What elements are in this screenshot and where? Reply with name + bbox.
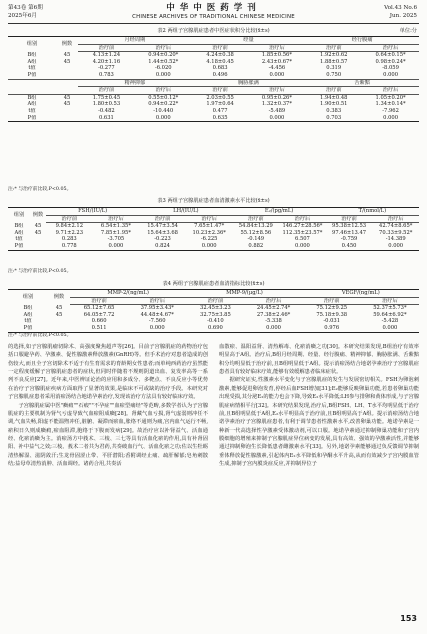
table4-head-group: 组别 bbox=[8, 290, 48, 305]
table-cell: 0.000 bbox=[362, 72, 419, 79]
table-cell: P值 bbox=[8, 72, 56, 79]
table-cell: 1.75±0.45 bbox=[92, 94, 121, 101]
table4-sub-after: 治疗后 bbox=[128, 297, 186, 305]
table3-sub-after: 治疗后 bbox=[93, 215, 140, 223]
table2-sub-after: 治疗后 bbox=[362, 87, 419, 95]
table-cell: 2.03±0.55 bbox=[206, 94, 234, 101]
table3-col-e2: E₂/(pg/mL) bbox=[233, 208, 326, 216]
table-cell: B组 bbox=[27, 51, 37, 58]
table2-col-distension: 胸胁胀满 bbox=[192, 79, 306, 87]
table3-sub-before: 治疗前 bbox=[326, 215, 373, 223]
header-volume-issue-en bbox=[384, 4, 417, 20]
table-cell: -0.031 bbox=[323, 318, 340, 325]
table2 bbox=[8, 36, 419, 122]
table-cell: 1.32±0.37* bbox=[261, 101, 292, 108]
table4-col-mmp9: MMP-9/(μg/L) bbox=[186, 290, 302, 298]
table-cell: 0.98±0.24* bbox=[375, 58, 406, 65]
table-cell: 0.690 bbox=[186, 325, 244, 332]
table2-caption: 表2 两组子宫腺肌症患者中医症状积分比较(x̄±s) bbox=[157, 28, 270, 34]
table-cell: -6.020 bbox=[154, 65, 172, 72]
table-cell: -6.225 bbox=[200, 236, 218, 243]
table-cell: 0.511 bbox=[70, 325, 128, 332]
table-cell: -3.705 bbox=[107, 236, 125, 243]
table-cell: 97.46±13.47 bbox=[332, 229, 367, 236]
table-cell: -5.489 bbox=[268, 107, 286, 114]
table-cell: -7.962 bbox=[382, 107, 399, 114]
table4-sub-after: 治疗后 bbox=[244, 297, 302, 305]
table2-col-cycle: 月经周期 bbox=[78, 37, 192, 45]
table-cell: 1.44±0.52* bbox=[148, 58, 179, 65]
table3-sub-after: 治疗后 bbox=[279, 215, 326, 223]
table-cell: 55.12±8.56 bbox=[240, 229, 272, 236]
table2-head-n: 例数 bbox=[56, 37, 78, 52]
table3-sub-after: 治疗后 bbox=[372, 215, 419, 223]
table-cell: 0.750 bbox=[305, 72, 362, 79]
table-cell: A组 bbox=[14, 229, 24, 236]
table-cell: 27.38±2.46* bbox=[256, 311, 291, 318]
table-cell: 45 bbox=[34, 229, 42, 236]
table-cell bbox=[56, 115, 78, 122]
table-cell: 6.54±1.35* bbox=[100, 223, 131, 230]
table-cell: 0.976 bbox=[303, 325, 361, 332]
table-cell: 0.000 bbox=[244, 325, 302, 332]
table-cell: 1.88±0.57 bbox=[320, 58, 348, 65]
body-paragraph: 的选择,如子宫腺肌瘤切除术、高强度聚焦超声等[26]。目前子宫腺肌症的药物治疗包括口服避孕药、孕激素、促性腺激素释放激素(GnRH)等。但手术治疗对患者造成的创伤较大,而且全子宫切除术不适于有生育需求的育龄期女性患者;而单纯西药治疗虽然能一定程度缓解子宫腺肌症患者的症状,但同时伴随着不规则阴道出血、复发率高等一系列不良反应[27]。近年来,中医辨证论治的应用和多成分、多靶点、不良反应小等优势在治疗子宫腺肌症疾病方面取得了显著的效果,是临床不可或缺的治疗手段。本研究对子宫腺肌症患者采用消瘀汤结合地诺孕素治疗,发现该治疗方法具有较好临床疗效。 bbox=[8, 344, 208, 401]
table2-head-group: 组别 bbox=[8, 37, 56, 52]
table2-col-tongue: 舌紫黯 bbox=[305, 79, 419, 87]
table-cell: -5.428 bbox=[381, 318, 399, 325]
table4-caption: 表4 两组子宫腺肌症患者血清指标比较(x̄±s) bbox=[162, 281, 265, 287]
header-volume-en: Vol.43 No.6 bbox=[384, 5, 417, 11]
table-cell: -4.456 bbox=[268, 65, 286, 72]
body-paragraph: 血散瘀、温阳益肾、清热解毒、化瘀消癥之功[30]。本研究结果发现,B组治疗有效率明显高于A组。治疗后,B组月经周期、经量、经行腹痛、精神抑郁、胸胁胀满、舌紫黯积分均明显低于治疗前,且B组明显低于A组。提示消瘀汤结合地诺孕素治疗子宫腺肌症患者具有较好临床疗效,能够有效缓解患者临床症状。 bbox=[219, 344, 419, 376]
table2-sub-before: 治疗前 bbox=[192, 87, 249, 95]
table-cell: -0.277 bbox=[98, 65, 115, 72]
table-cell: 4.13±1.24 bbox=[92, 52, 121, 59]
table-cell: 45 bbox=[63, 58, 71, 65]
body-left-column bbox=[8, 343, 208, 468]
table-cell: 1.90±0.51 bbox=[320, 101, 348, 108]
table-cell bbox=[48, 325, 70, 332]
table3-col-t: T/(nmol/L) bbox=[326, 208, 419, 216]
table3-note: 注:* 与治疗前比较,P<0.05。 bbox=[8, 269, 72, 274]
table-cell: 0.000 bbox=[93, 243, 140, 250]
table-cell: 65.12±7.65 bbox=[83, 305, 115, 312]
table-cell: 0.000 bbox=[135, 115, 192, 122]
table2-sub-after: 治疗后 bbox=[248, 44, 305, 52]
table2-sub-before: 治疗前 bbox=[78, 44, 135, 52]
table-cell: 0.94±0.22* bbox=[148, 101, 179, 108]
table-cell: 1.97±0.64 bbox=[206, 101, 234, 108]
table2-note: 注:* 与治疗前比较,P<0.05。 bbox=[8, 187, 72, 192]
table-cell: 0.000 bbox=[248, 115, 305, 122]
table-row bbox=[8, 243, 419, 250]
table4-col-vegf: VEGF/(ng/mL) bbox=[303, 290, 419, 298]
table-cell: 4.18±0.45 bbox=[206, 58, 234, 65]
table-cell bbox=[30, 243, 46, 250]
table-cell: 37.95±3.43* bbox=[140, 305, 174, 312]
table-row bbox=[8, 305, 419, 312]
table-cell: 45 bbox=[63, 94, 71, 101]
table2-sub-after: 治疗后 bbox=[135, 44, 192, 52]
table2-col-volume: 经量 bbox=[192, 37, 306, 45]
table4-sub-before: 治疗前 bbox=[186, 297, 244, 305]
table-cell: -7.560 bbox=[148, 318, 166, 325]
table-cell: -0.410 bbox=[207, 318, 224, 325]
table2-sub-before: 治疗前 bbox=[78, 87, 135, 95]
table-cell: -0.759 bbox=[340, 236, 358, 243]
table-cell: 0.000 bbox=[362, 115, 419, 122]
table-cell: 0.631 bbox=[78, 115, 135, 122]
header-rule bbox=[8, 23, 419, 24]
table-cell: 70.33±9.52* bbox=[379, 229, 413, 236]
table3-caption: 表3 两组子宫腺肌症患者血清激素水平比较(x̄±s) bbox=[157, 198, 270, 204]
table-cell: B组 bbox=[27, 94, 37, 101]
table-cell: 0.319 bbox=[326, 65, 342, 72]
table-row bbox=[8, 52, 419, 59]
table3-col-fsh: FSH/(IU/L) bbox=[46, 208, 139, 216]
table3-sub-before: 治疗前 bbox=[139, 215, 186, 223]
table-cell: 9.84±2.12 bbox=[55, 223, 84, 230]
table-cell: 1.05±0.20* bbox=[375, 94, 406, 101]
table2-sub-after: 治疗后 bbox=[362, 44, 419, 52]
table-cell: 0.000 bbox=[135, 72, 192, 79]
table-cell: 6.507 bbox=[295, 236, 310, 243]
table-cell: -8.059 bbox=[382, 65, 399, 72]
table-cell: 0.94±0.20* bbox=[148, 52, 179, 59]
header-date: 2025年6月 bbox=[8, 13, 37, 19]
table-cell: P值 bbox=[8, 325, 48, 332]
table-cell: 7.85±1.95* bbox=[100, 229, 131, 236]
table-cell: 45 bbox=[63, 51, 71, 58]
table-cell: 64.05±7.72 bbox=[83, 311, 115, 318]
table-cell: 0.450 bbox=[326, 243, 373, 250]
table-cell: 0.660 bbox=[91, 318, 107, 325]
table3-col-lh: LH/(IU/L) bbox=[139, 208, 232, 216]
table2-col-pain: 经行腹痛 bbox=[305, 37, 419, 45]
table-row bbox=[8, 318, 419, 325]
table-cell: t值 bbox=[28, 107, 36, 114]
table-cell: 0.000 bbox=[186, 243, 233, 250]
table-cell: 1.34±0.14* bbox=[375, 101, 406, 108]
journal-title-cn: 中华中医药学刊 bbox=[166, 3, 261, 13]
table-cell: 1.94±0.48 bbox=[320, 94, 348, 101]
header-volume: 第43卷 第6期 bbox=[8, 5, 43, 11]
table-cell: 0.882 bbox=[233, 243, 280, 250]
table2-sub-after: 治疗后 bbox=[135, 87, 192, 95]
page-number: 153 bbox=[400, 614, 417, 623]
table-cell: 42.74±8.65* bbox=[379, 223, 413, 230]
table-row bbox=[8, 325, 419, 332]
table2-sub-after: 治疗后 bbox=[248, 87, 305, 95]
table-cell: 4.24±0.38 bbox=[206, 52, 234, 59]
table-cell: -0.482 bbox=[98, 107, 115, 114]
table-cell: 45 bbox=[55, 311, 63, 318]
table-cell: B组 bbox=[23, 304, 33, 311]
table-cell: 54.84±13.29 bbox=[238, 223, 273, 230]
table-cell: 0.000 bbox=[279, 243, 326, 250]
table-cell: -5.338 bbox=[265, 318, 282, 325]
table-cell: 45 bbox=[63, 101, 71, 108]
table-cell: 0.683 bbox=[212, 65, 228, 72]
table3-head-n: 例数 bbox=[30, 208, 46, 223]
table-cell: 146.27±28.56* bbox=[282, 223, 323, 230]
journal-title bbox=[0, 3, 427, 21]
body-right-column bbox=[219, 343, 419, 468]
table3-sub-before: 治疗前 bbox=[46, 215, 93, 223]
table-cell: P值 bbox=[8, 243, 30, 250]
table4-sub-after: 治疗后 bbox=[361, 297, 419, 305]
table-cell: 45 bbox=[55, 304, 63, 311]
table4-sub-before: 治疗前 bbox=[70, 297, 128, 305]
table-cell: A组 bbox=[27, 58, 37, 65]
table-cell: -10.440 bbox=[153, 107, 174, 114]
table-cell: 0.383 bbox=[326, 107, 342, 114]
table-cell: 0.496 bbox=[192, 72, 249, 79]
table-row bbox=[8, 312, 419, 319]
table-cell: 2.43±0.67* bbox=[261, 58, 292, 65]
table3-sub-after: 治疗后 bbox=[186, 215, 233, 223]
table-row bbox=[8, 115, 419, 122]
table-cell: 10.23±2.36* bbox=[192, 229, 226, 236]
table-cell: 0.824 bbox=[139, 243, 186, 250]
journal-title-en: CHINESE ARCHIVES OF TRADITIONAL CHINESE MEDICINE bbox=[132, 14, 295, 20]
table-row bbox=[8, 94, 419, 101]
table-cell bbox=[48, 318, 70, 325]
table-cell: 15.47±3.54 bbox=[147, 223, 178, 230]
table-cell: 0.95±0.26* bbox=[261, 94, 292, 101]
table-row bbox=[8, 108, 419, 115]
table-cell: 0.000 bbox=[372, 243, 419, 250]
table-cell: 7.65±1.47* bbox=[194, 223, 225, 230]
table-cell: 15.64±3.68 bbox=[147, 229, 178, 236]
table-cell: 1.85±0.56* bbox=[261, 52, 292, 59]
table2-sub-before: 治疗前 bbox=[305, 87, 362, 95]
table2-sub-before: 治疗前 bbox=[305, 44, 362, 52]
header-date-en: Jun. 2025 bbox=[389, 13, 417, 19]
table-row bbox=[8, 59, 419, 66]
table-cell: 0.283 bbox=[61, 236, 77, 243]
table-cell bbox=[30, 236, 46, 243]
table-cell: 52.37±5.73* bbox=[373, 305, 407, 312]
table-cell: -14.389 bbox=[385, 236, 406, 243]
table-cell: 0.000 bbox=[128, 325, 186, 332]
table-row bbox=[8, 65, 419, 72]
table-cell: t值 bbox=[15, 236, 23, 243]
table-cell: 1.92±0.62 bbox=[320, 52, 348, 59]
table-cell: 75.18±9.38 bbox=[316, 311, 348, 318]
table3-sub-before: 治疗前 bbox=[233, 215, 280, 223]
table-cell: -0.223 bbox=[154, 236, 171, 243]
table4-sub-before: 治疗前 bbox=[303, 297, 361, 305]
table-cell: 32.45±3.23 bbox=[200, 305, 231, 312]
table-cell: 59.64±6.92* bbox=[373, 311, 407, 318]
table-cell bbox=[56, 72, 78, 79]
table-cell: 1.80±0.53 bbox=[92, 101, 121, 108]
table-cell: 0.64±0.15* bbox=[375, 52, 406, 59]
table-row bbox=[8, 101, 419, 108]
table-cell: 24.45±2.74* bbox=[256, 305, 291, 312]
table-cell: 0.703 bbox=[305, 115, 362, 122]
table-cell: 32.75±3.85 bbox=[200, 311, 231, 318]
table-cell: 0.477 bbox=[212, 107, 228, 114]
table-cell: 0.783 bbox=[78, 72, 135, 79]
table2-col-depression: 精神抑郁 bbox=[78, 79, 192, 87]
table3 bbox=[8, 207, 419, 251]
table-cell: 4.20±1.16 bbox=[92, 58, 121, 65]
table4-head-n: 例数 bbox=[48, 290, 70, 305]
table-cell: A组 bbox=[23, 311, 33, 318]
table-cell bbox=[56, 65, 78, 72]
table3-head-group: 组别 bbox=[8, 208, 30, 223]
table-cell: 0.635 bbox=[192, 115, 249, 122]
table-cell: 0.55±0.12* bbox=[148, 94, 179, 101]
table-cell: 112.35±23.57* bbox=[282, 229, 323, 236]
table-cell: 44.48±4.67* bbox=[140, 311, 174, 318]
table-cell: 95.38±12.53 bbox=[332, 223, 367, 230]
table4-col-mmp2: MMP-2/(ng/mL) bbox=[70, 290, 186, 298]
table-cell: 9.71±2.23 bbox=[55, 229, 84, 236]
body-paragraph: 据研究证实,性激素水平变化与子宫腺肌症的发生与发展密切相关。FSH为卵泡刺激素,能够促进卵泡发育,停经后血FSH增加[31];E₂能够反映卵巢功能,若患者卵巢功能出现受损,其分泌E₂的能力也会下降,导致E₂水平降低;LH参与排卵和黄体形成,与子宫腺肌症病情相平行[32]。本研究结果发现,治疗后,B组FSH、LH、T水平均明显低于治疗前,且B组明显低于A组,E₂水平明显高于治疗前,且B组明显高于A组。提示消瘀汤结合地诺孕素治疗子宫腺肌症患者,有利于调节患者性激素水平,改善卵巢功能。地诺孕素是一种新一代高选择性孕激素受体激动剂,可以口服。地诺孕素通过抑制卵巢功能和子宫内膜细胞的增殖来抑制子宫腺肌症异位病变的发展,具有高效、强效的孕激素活性,并能够通过抑制卵泡生长降低患者雌激素水平[33]。另外,地诺孕素能够通过负反馈调节抑制垂体释放促性腺激素,引起体内E₂水平降低和孕酮水平升高,从而有效减少子宫内膜血管生成,抑制子宫内膜炎症反应,并抑制异位子 bbox=[219, 377, 419, 468]
table-cell bbox=[56, 108, 78, 115]
table4 bbox=[8, 289, 419, 333]
table-cell: 75.12±9.25 bbox=[316, 305, 348, 312]
table-row bbox=[8, 72, 419, 79]
table-cell: 0.778 bbox=[46, 243, 93, 250]
table-row bbox=[8, 230, 419, 237]
table-row bbox=[8, 223, 419, 230]
table-row bbox=[8, 236, 419, 243]
table-cell: 0.000 bbox=[361, 325, 419, 332]
table-cell: t值 bbox=[24, 318, 32, 325]
table-cell: 0.000 bbox=[248, 72, 305, 79]
table-cell: t值 bbox=[28, 65, 36, 72]
table-cell: B组 bbox=[14, 222, 24, 229]
table-cell: P值 bbox=[8, 115, 56, 122]
table2-unit: 单位:分 bbox=[399, 28, 417, 34]
table-cell: A组 bbox=[27, 101, 37, 108]
body-paragraph: 子宫腺肌症属中医"癥瘕""石瘕""不孕症""血瘀型痛经"等范畴,多数学者认为子宫腺肌症的主要机制为肾气亏虚导致气血瘀阻成癥[28]。肾藏气血亏损,肾气虚弱则冲任不调,气血失畅,阳虚不能温煦冲任,脏腑、凝滞而瘀血,胀络不通则为痛,宫内血气运行不畅,瘀积日久则成癥瘕,瘀血阻滞,胞络于下腹而发病[29]。故治疗应以补肾益气、活血通经、化瘀消癥为主。消瘀汤方中莪术、三棱、三七等具有活血化瘀的作用,具有补肾固阳、补中益气之效;三棱、莪术二者共为君药,共奏破血行气、活血化瘀之功;佐以生牡蛎清热解湿、滋阴敛汗;生龙骨固涩止带、平肝潜阳;香附调经止痛、疏肝解郁;皂角刺散结;益母草清热消肿、活血调经。诸药合用,共奏活 bbox=[8, 402, 208, 468]
table-cell: -0.149 bbox=[247, 236, 265, 243]
table4-note: 注:* 与治疗前比较,P<0.05。 bbox=[8, 333, 72, 338]
table2-sub-before: 治疗前 bbox=[192, 44, 249, 52]
table-cell: 45 bbox=[34, 222, 42, 229]
